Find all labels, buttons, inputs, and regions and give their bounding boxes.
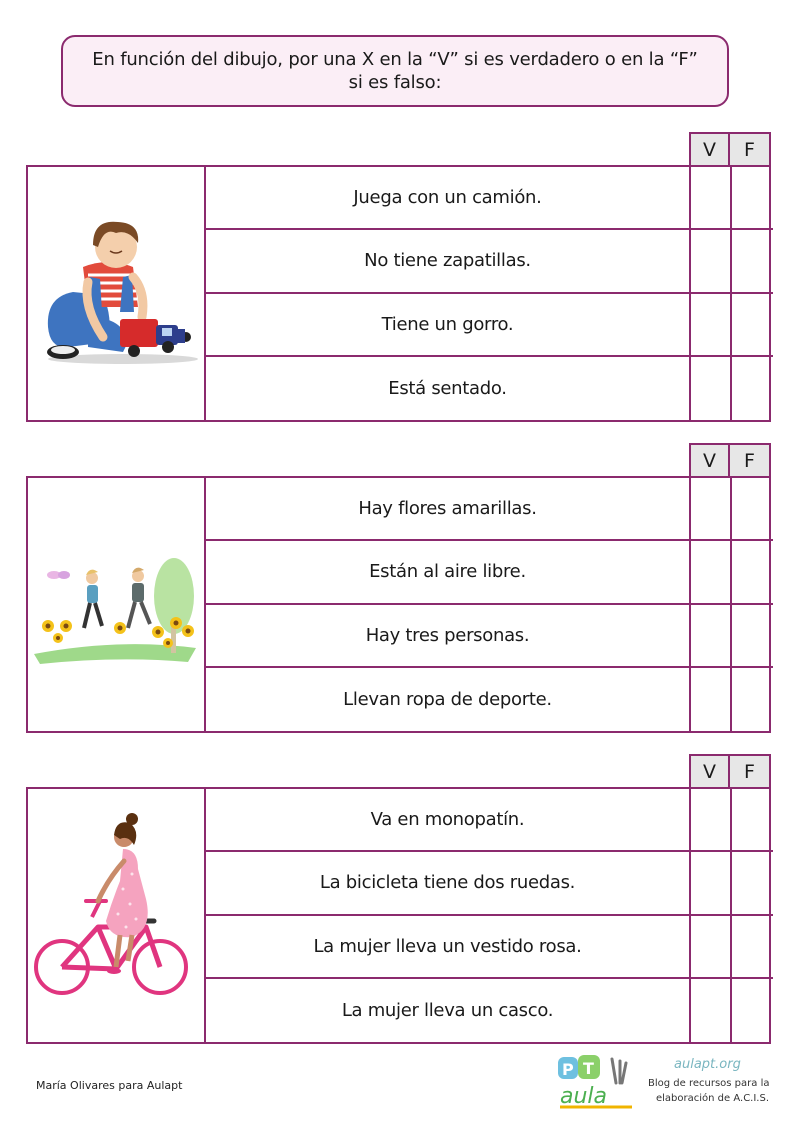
tagline-line-1: Blog de recursos para la — [648, 1078, 770, 1089]
author-credit: María Olivares para Aulapt — [36, 1079, 183, 1092]
vf-header — [689, 754, 771, 789]
f-checkbox[interactable] — [732, 852, 773, 915]
aulapt-logo — [556, 1053, 776, 1113]
statement-row: No tiene zapatillas. — [206, 230, 691, 293]
f-checkbox[interactable] — [732, 979, 773, 1042]
v-checkbox[interactable] — [691, 852, 732, 915]
v-checkbox[interactable] — [691, 916, 732, 979]
site-url[interactable]: aulapt.org — [674, 1057, 741, 1072]
svg-text:T: T — [583, 1059, 594, 1078]
statement-row: Están al aire libre. — [206, 541, 691, 604]
statement-row: La mujer lleva un casco. — [206, 979, 691, 1042]
v-checkbox[interactable] — [691, 541, 732, 604]
pt-aula-logo-icon — [556, 1053, 636, 1109]
instruction-text: En función del dibujo, por una X en la “V” si es verdadero o en la “F” si es falso: — [92, 49, 698, 93]
f-checkbox[interactable] — [732, 789, 773, 852]
v-checkbox[interactable] — [691, 478, 732, 541]
f-checkbox[interactable] — [732, 478, 773, 541]
statement-row: Juega con un camión. — [206, 167, 691, 230]
svg-text:P: P — [562, 1060, 574, 1079]
statement-row: Hay tres personas. — [206, 605, 691, 668]
statement-row: Va en monopatín. — [206, 789, 691, 852]
vf-header — [689, 443, 771, 478]
header-f: F — [728, 443, 771, 478]
f-checkbox[interactable] — [732, 668, 773, 731]
v-checkbox[interactable] — [691, 294, 732, 357]
v-checkbox[interactable] — [691, 167, 732, 230]
statement-row: Está sentado. — [206, 357, 691, 420]
statement-table — [26, 787, 771, 1044]
v-checkbox[interactable] — [691, 668, 732, 731]
tagline-line-2: elaboración de A.C.I.S. — [656, 1093, 770, 1104]
woman-bicycle-illustration — [28, 789, 206, 1042]
v-checkbox[interactable] — [691, 979, 732, 1042]
f-checkbox[interactable] — [732, 167, 773, 230]
exercise-block-1 — [26, 132, 771, 422]
header-f: F — [728, 132, 771, 167]
vf-header — [689, 132, 771, 167]
header-f: F — [728, 754, 771, 789]
f-checkbox[interactable] — [732, 357, 773, 420]
statement-row: La bicicleta tiene dos ruedas. — [206, 852, 691, 915]
statement-row: Llevan ropa de deporte. — [206, 668, 691, 731]
statement-row: Hay flores amarillas. — [206, 478, 691, 541]
statement-row: La mujer lleva un vestido rosa. — [206, 916, 691, 979]
exercise-block-3 — [26, 754, 771, 1044]
statement-table — [26, 165, 771, 422]
f-checkbox[interactable] — [732, 605, 773, 668]
boy-truck-illustration — [28, 167, 206, 420]
f-checkbox[interactable] — [732, 916, 773, 979]
statement-table — [26, 476, 771, 733]
v-checkbox[interactable] — [691, 230, 732, 293]
v-checkbox[interactable] — [691, 357, 732, 420]
statement-row: Tiene un gorro. — [206, 294, 691, 357]
v-checkbox[interactable] — [691, 605, 732, 668]
v-checkbox[interactable] — [691, 789, 732, 852]
f-checkbox[interactable] — [732, 541, 773, 604]
header-v: V — [689, 754, 730, 789]
runners-park-illustration — [28, 478, 206, 731]
f-checkbox[interactable] — [732, 230, 773, 293]
instruction-box — [61, 35, 729, 107]
f-checkbox[interactable] — [732, 294, 773, 357]
header-v: V — [689, 443, 730, 478]
exercise-block-2 — [26, 443, 771, 733]
svg-text:aula: aula — [560, 1084, 608, 1109]
header-v: V — [689, 132, 730, 167]
